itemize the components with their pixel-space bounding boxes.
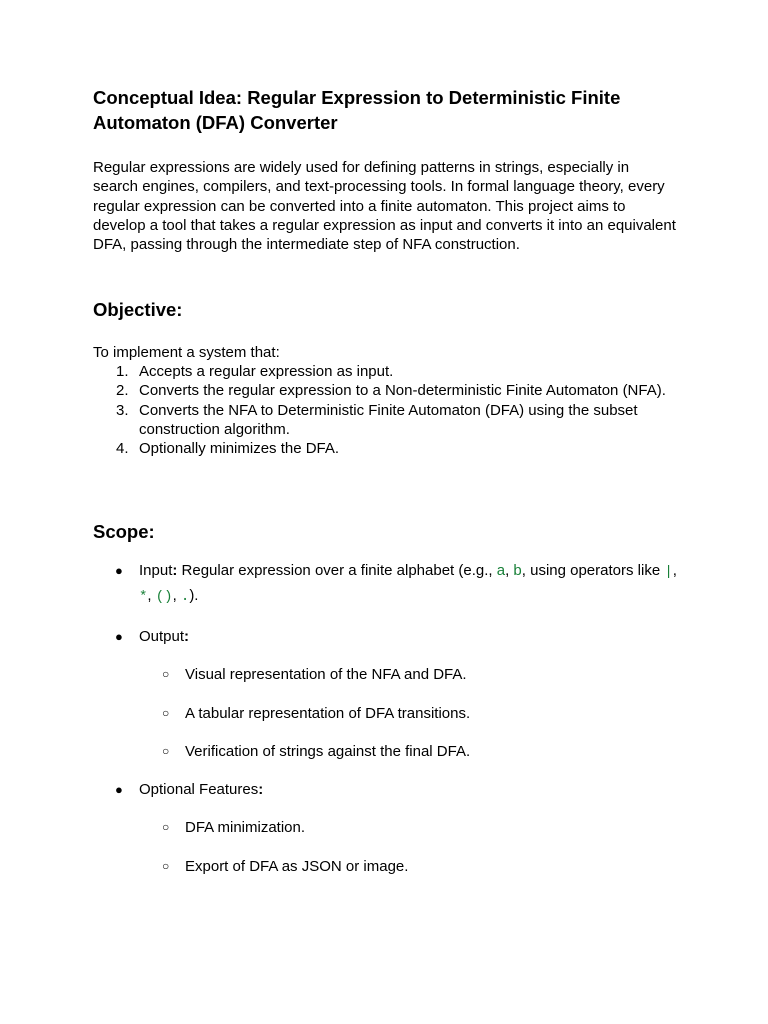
optional-subitem-text: DFA minimization. (185, 819, 306, 836)
optional-subitem-2 (93, 857, 677, 876)
circle-bullet-icon: ○ (162, 706, 170, 720)
bullet-icon: ● (115, 782, 123, 797)
scope-optional-item (93, 778, 677, 801)
symbol-a: a (496, 562, 506, 579)
separator: , (672, 562, 677, 579)
symbol-b: b (513, 562, 522, 579)
input-text-mid: , using operators like (521, 562, 665, 579)
operator-pipe: | (664, 564, 673, 580)
objective-number: 4. (116, 440, 129, 458)
objective-number: 3. (116, 401, 129, 419)
objective-text: Accepts a regular expression as input. (139, 363, 394, 380)
operator-star: * (139, 589, 148, 605)
objective-text: Converts the regular expression to a Non-deterministic Finite Automaton (NFA). (139, 382, 666, 400)
scope-output-item (93, 625, 677, 648)
circle-bullet-icon: ○ (162, 744, 170, 758)
output-label: Output (139, 628, 185, 645)
input-colon: : (172, 562, 178, 579)
input-text-before: Regular expression over a finite alphabet (e.g., (177, 562, 497, 579)
objective-text: Converts the NFA to Deterministic Finite Automaton (DFA) using the subset construction algorithm. (139, 401, 638, 438)
input-text-end: ). (189, 587, 199, 604)
document-title: Conceptual Idea: Regular Expression to Deterministic Finite Automaton (DFA) Converter (93, 87, 621, 133)
output-subitem-text: Verification of strings against the final DFA. (185, 743, 471, 760)
output-subitem-2 (93, 704, 677, 723)
objective-item-2 (93, 381, 677, 400)
bullet-icon: ● (115, 629, 123, 644)
bullet-icon: ● (115, 563, 123, 578)
operator-dot: . (180, 589, 190, 605)
objective-lead: To implement a system that: (93, 344, 280, 361)
circle-bullet-icon: ○ (162, 820, 170, 834)
output-subitem-text: A tabular representation of DFA transitions. (185, 705, 471, 722)
input-label: Input (139, 562, 173, 579)
output-subitem-1 (93, 665, 677, 684)
separator: , (147, 587, 156, 604)
separator: , (172, 587, 181, 604)
optional-label: Optional Features (139, 781, 259, 798)
objective-item-3 (93, 401, 677, 440)
output-colon: : (184, 628, 190, 645)
objective-text: Optionally minimizes the DFA. (139, 440, 340, 458)
optional-colon: : (258, 781, 264, 798)
objective-number: 2. (116, 382, 129, 400)
separator: , (505, 562, 514, 579)
operator-paren: () (155, 589, 173, 605)
objective-item-4 (93, 439, 677, 458)
document-page (93, 85, 677, 875)
optional-subitem-1 (93, 818, 677, 837)
optional-subitem-text: Export of DFA as JSON or image. (185, 858, 409, 875)
scope-input-item (93, 559, 677, 609)
output-subitem-text: Visual representation of the NFA and DFA. (185, 666, 467, 683)
scope-list (93, 559, 677, 876)
circle-bullet-icon: ○ (162, 667, 170, 681)
output-subitem-3 (93, 742, 677, 761)
intro-paragraph: Regular expressions are widely used for defining patterns in strings, especially in search engines, compilers, and text-processing tools. In formal language theory, every regular expression can be converted into a finite automaton. This project aims to develop a tool that takes a regular expression as input and converts it into an equivalent DFA, passing through the intermediate step of NFA construction. (93, 159, 676, 254)
scope-heading: Scope: (93, 521, 155, 542)
circle-bullet-icon: ○ (162, 859, 170, 873)
objective-number: 1. (116, 363, 129, 380)
objective-list (93, 362, 677, 458)
objective-heading: Objective: (93, 299, 183, 320)
objective-item-1 (93, 362, 677, 381)
